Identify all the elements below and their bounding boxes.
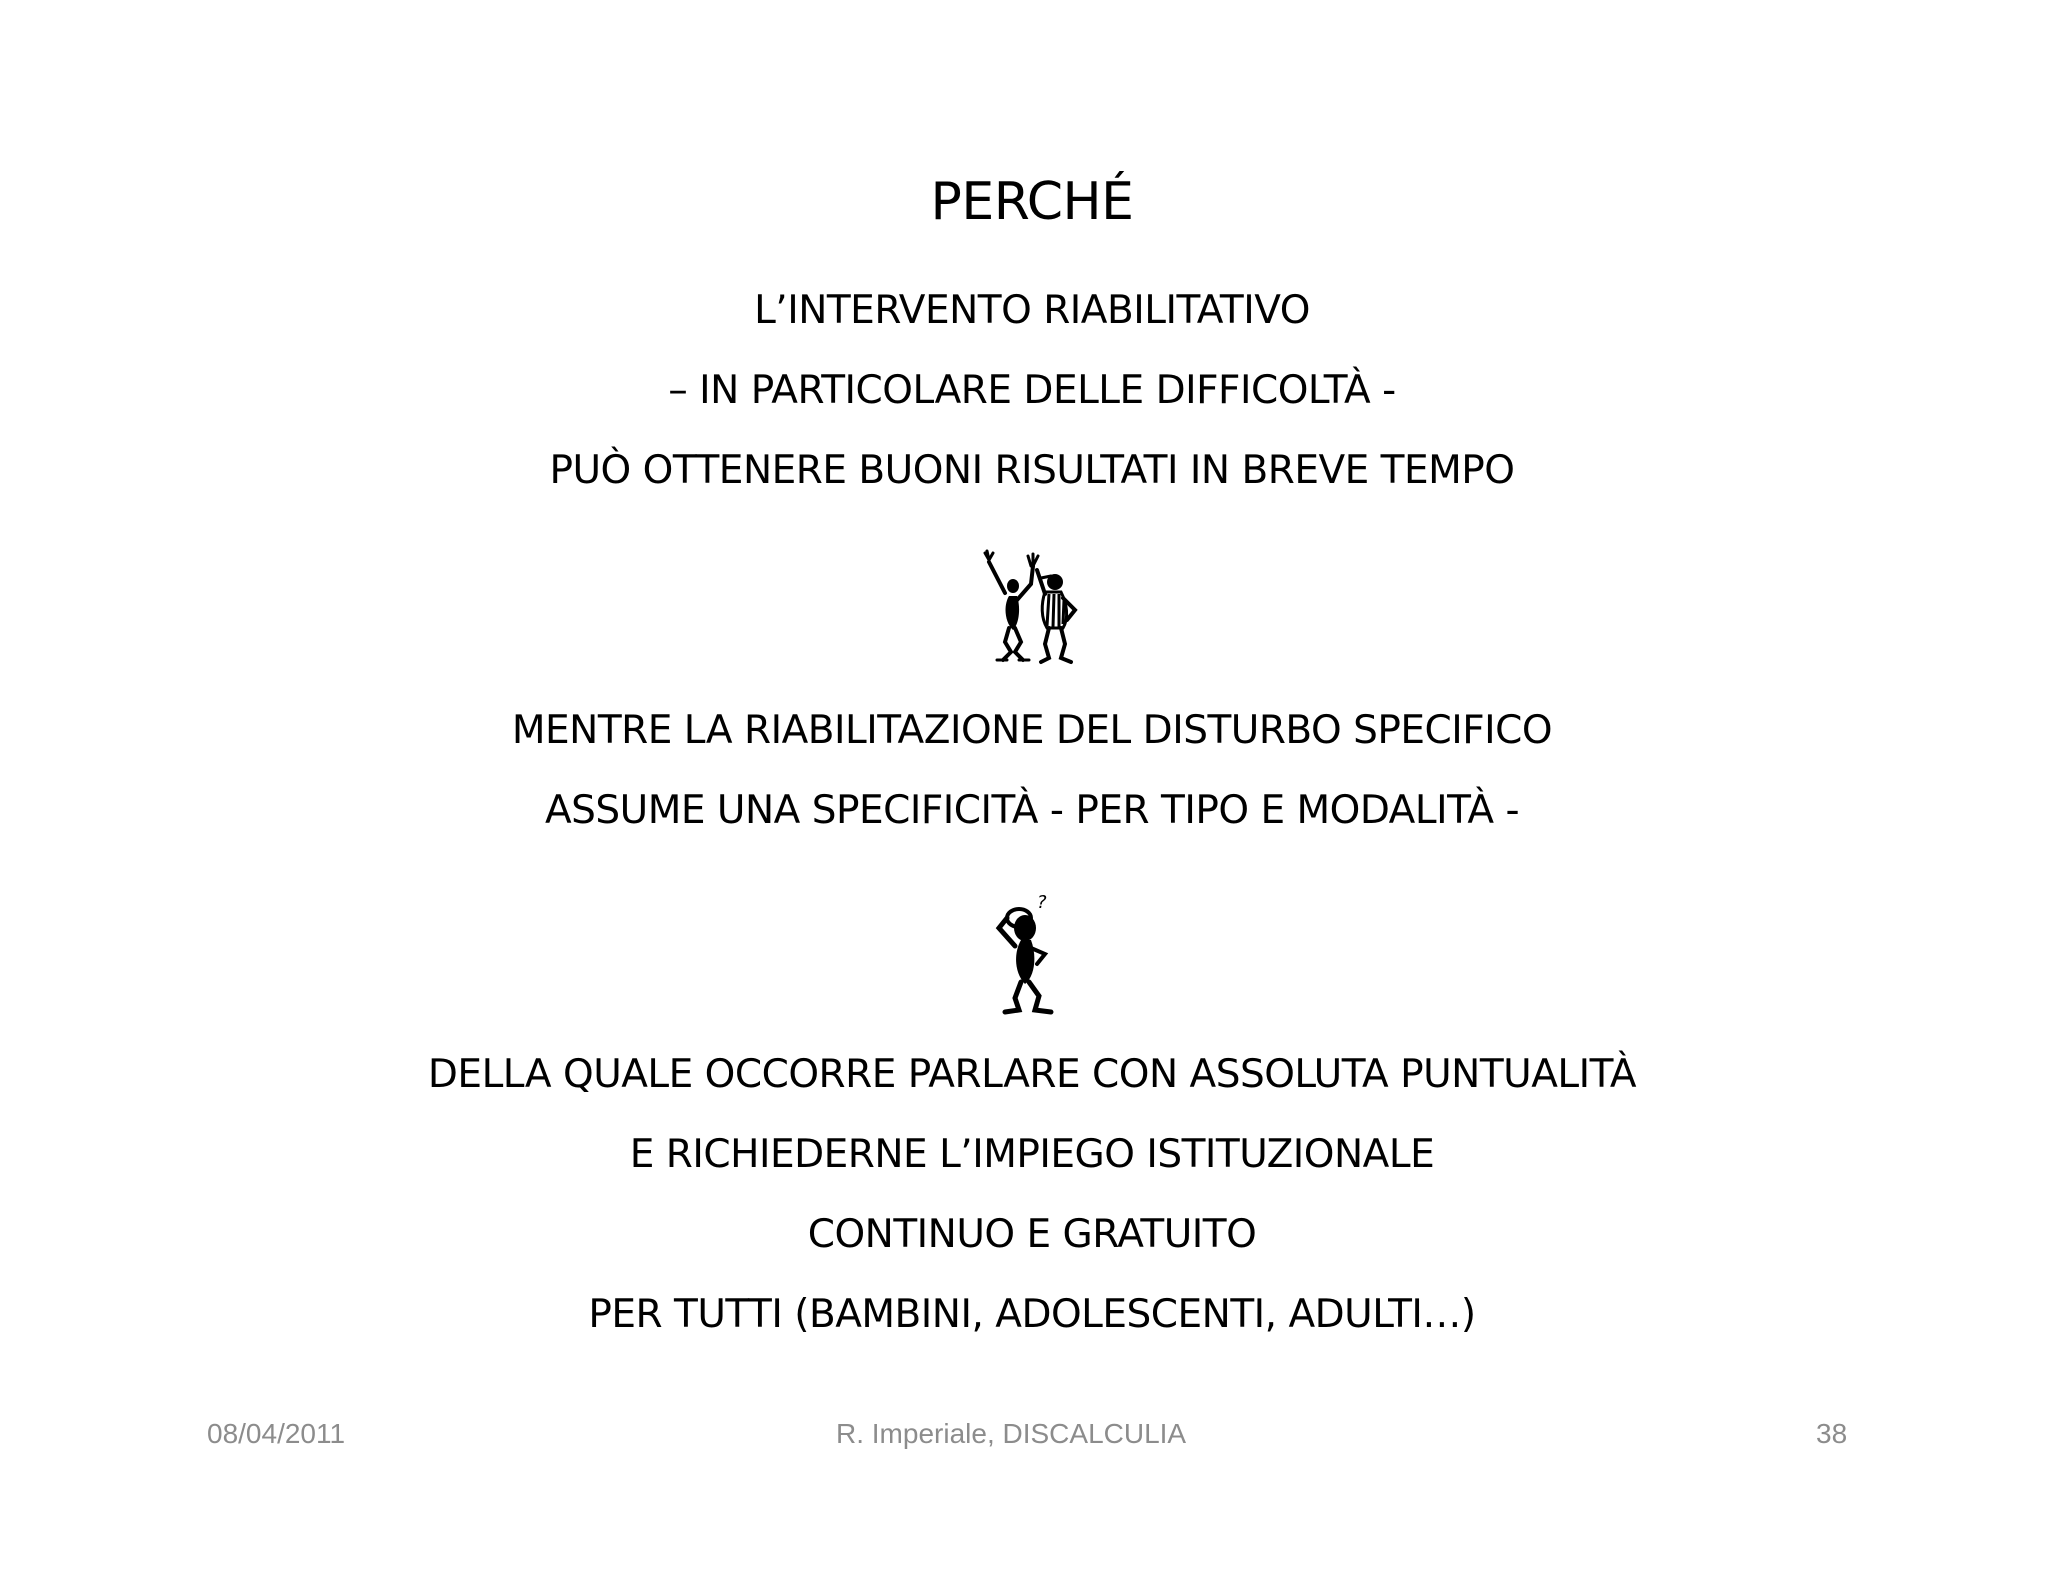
text-line: ASSUME UNA SPECIFICITÀ - PER TIPO E MODALITÀ - [544, 788, 1520, 833]
celebrating-figures-icon [975, 548, 1095, 668]
text-line: DELLA QUALE OCCORRE PARLARE CON ASSOLUTA PUNTUALITÀ [427, 1052, 1637, 1097]
footer-date: 08/04/2011 [207, 1418, 346, 1449]
text-line: PER TUTTI (BAMBINI, ADOLESCENTI, ADULTI…) [588, 1292, 1476, 1337]
slide-title: PERCHÉ [930, 172, 1134, 232]
text-line: L’INTERVENTO RIABILITATIVO [754, 288, 1310, 333]
page-number: 38 [1816, 1418, 1848, 1449]
text-line: PUÒ OTTENERE BUONI RISULTATI IN BREVE TEMPO [549, 448, 1515, 493]
confused-figure-icon [975, 888, 1095, 1016]
svg-text:?: ? [1037, 892, 1047, 913]
text-line: CONTINUO E GRATUITO [807, 1212, 1257, 1257]
footer-author: R. Imperiale, DISCALCULIA [836, 1418, 1187, 1449]
text-line: MENTRE LA RIABILITAZIONE DEL DISTURBO SPECIFICO [511, 708, 1553, 753]
text-line: – IN PARTICOLARE DELLE DIFFICOLTÀ - [668, 368, 1396, 413]
text-line: E RICHIEDERNE L’IMPIEGO ISTITUZIONALE [629, 1132, 1435, 1177]
